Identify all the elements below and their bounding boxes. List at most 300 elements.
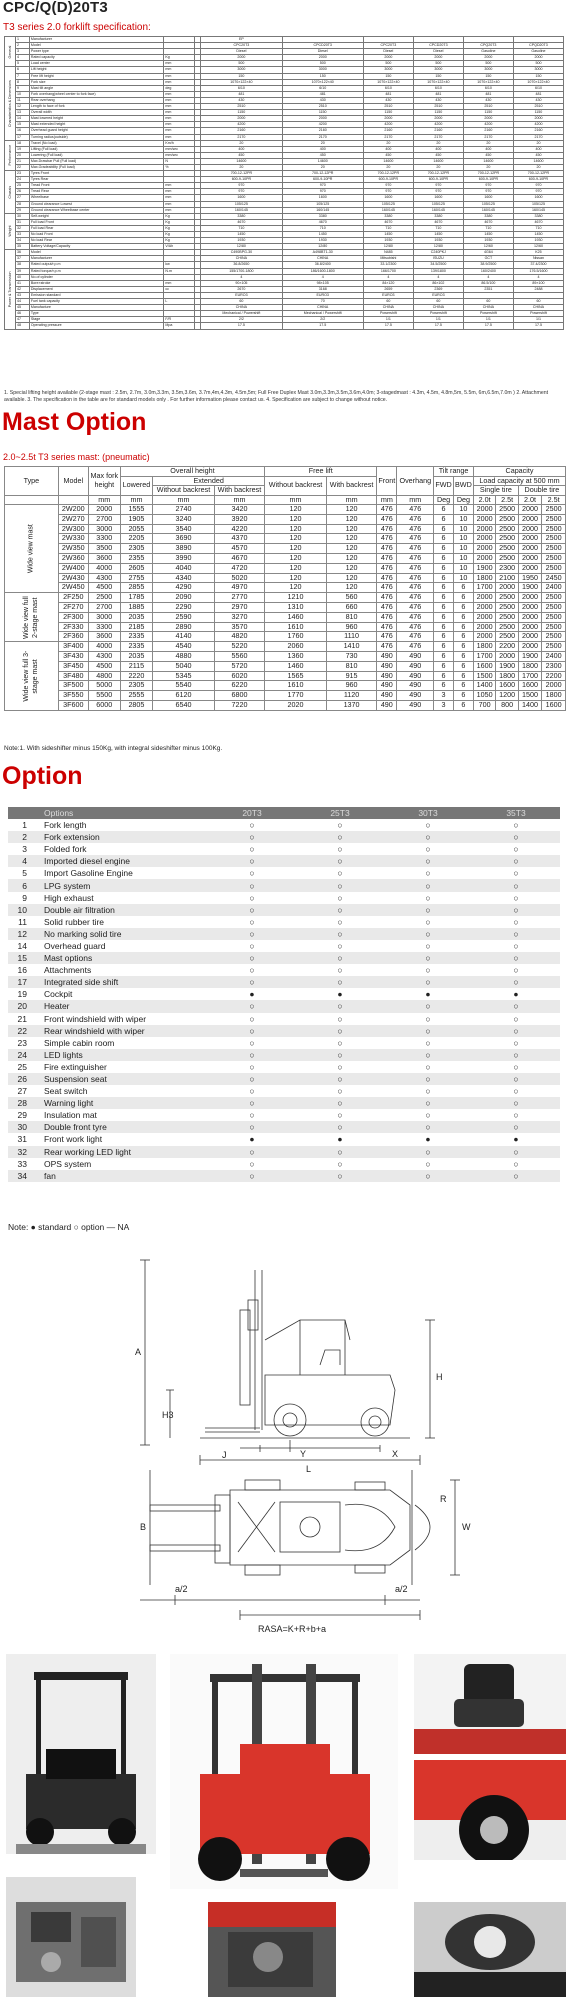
- spec-row: [5, 323, 564, 329]
- mast-cell: 490: [397, 691, 434, 701]
- spec-cell: 700-12-12PR: [363, 171, 413, 177]
- option-row: [8, 1097, 560, 1109]
- mast-cell: 2770: [214, 593, 264, 603]
- mast-cell: 476: [377, 544, 397, 554]
- spec-cell: Mast lowered height: [29, 116, 163, 122]
- option-row: [8, 1037, 560, 1049]
- spec-cell: 450: [282, 152, 363, 158]
- option-availability: ○: [249, 916, 255, 927]
- spec-cell: 150: [282, 73, 363, 79]
- mast-cell: 6220: [214, 681, 264, 691]
- spec-cell: 2000: [282, 116, 363, 122]
- spec-cell: 500: [363, 61, 413, 67]
- mast-cell: 2605: [120, 563, 152, 573]
- mast-cell: 6: [453, 681, 473, 691]
- spec-cell: 970: [463, 189, 513, 195]
- mast-cell: 1900: [473, 563, 495, 573]
- spec-cell: 4: [282, 274, 363, 280]
- spec-cell: 160/145: [363, 207, 413, 213]
- dim-label-h: H: [436, 1372, 443, 1382]
- mast-cell: 2000: [518, 563, 542, 573]
- spec-cell: 35: [16, 244, 30, 250]
- mast-cell: 2500: [542, 544, 566, 554]
- spec-cell: 24: [16, 177, 30, 183]
- spec-cell: 1930: [201, 238, 282, 244]
- mast-cell: 120: [265, 534, 327, 544]
- option-availability: ○: [337, 965, 343, 976]
- spec-cell: 600-9-10PR: [413, 177, 463, 183]
- mast-cell: 1500: [473, 671, 495, 681]
- mast-cell: 476: [377, 553, 397, 563]
- option-name: Seat switch: [44, 1086, 88, 1097]
- spec-cell: 25: [16, 183, 30, 189]
- spec-cell: 4670: [413, 219, 463, 225]
- spec-cell: 105/125: [463, 201, 513, 207]
- spec-cell: 2510: [201, 104, 282, 110]
- mast-subtitle: 2.0~2.5t T3 series mast: (pneumatic): [3, 452, 150, 462]
- mast-cell: 1700: [473, 583, 495, 593]
- spec-cell: 155/1700-1800: [201, 268, 282, 274]
- mast-cell: 6: [453, 642, 473, 652]
- spec-cell: 3380: [282, 213, 363, 219]
- spec-cell: 450: [413, 152, 463, 158]
- mast-cell: 960: [326, 622, 376, 632]
- option-availability: ○: [337, 892, 343, 903]
- option-name: Cockpit: [44, 989, 73, 1000]
- option-availability: ○: [208, 1146, 296, 1158]
- spec-cell: CHINA: [201, 256, 282, 262]
- mast-cell: 810: [326, 612, 376, 622]
- mast-cell: 2000: [518, 544, 542, 554]
- option-availability: ○: [249, 1158, 255, 1169]
- spec-cell: 600-9-10PR: [201, 177, 282, 183]
- spec-cell: 29: [16, 207, 30, 213]
- spec-cell: 400: [282, 146, 363, 152]
- mast-cell: 2500: [542, 524, 566, 534]
- option-row: [8, 1061, 560, 1073]
- spec-cell: 12/80: [201, 244, 282, 250]
- mast-cell: 490: [397, 671, 434, 681]
- option-availability: ○: [513, 1013, 519, 1024]
- spec-cell: CPQD20T3: [513, 43, 563, 49]
- spec-cell: 4: [201, 274, 282, 280]
- mast-cell: 2115: [120, 661, 152, 671]
- mast-cell: 2035: [120, 612, 152, 622]
- mast-cell: 2W300: [58, 524, 88, 534]
- mast-cell: 7220: [214, 700, 264, 710]
- mast-cell: 120: [265, 553, 327, 563]
- option-availability: ○: [249, 1086, 255, 1097]
- spec-cell: 2160: [463, 128, 513, 134]
- option-availability: ○: [296, 952, 384, 964]
- spec-cell: 98×105: [282, 280, 363, 286]
- mast-cell: 5220: [214, 642, 264, 652]
- spec-cell: 4670: [463, 219, 513, 225]
- spec-cell: 36.8/2650: [201, 262, 282, 268]
- spec-cell: 4670: [201, 219, 282, 225]
- mast-cell: 2000: [542, 681, 566, 691]
- option-name: Double front tyre: [42, 1121, 208, 1133]
- mast-cell: 6: [453, 651, 473, 661]
- mast-cell: 1600: [496, 681, 518, 691]
- option-availability: ○: [425, 1037, 431, 1048]
- option-name: OPS system: [44, 1158, 92, 1169]
- unit: 2.5t: [542, 495, 566, 505]
- spec-cell: 4670: [282, 219, 363, 225]
- spec-cell: Tyres Front: [29, 171, 163, 177]
- option-row: [8, 1073, 560, 1085]
- mast-cell: 2000: [473, 544, 495, 554]
- option-availability: ○: [425, 916, 431, 927]
- spec-cell: 1070×122×40: [463, 79, 513, 85]
- mast-cell: 6: [434, 671, 454, 681]
- mast-cell: 2W200: [58, 505, 88, 515]
- spec-cell: 60: [363, 299, 413, 305]
- option-availability: ○: [513, 916, 519, 927]
- spec-cell: Diesel: [201, 49, 282, 55]
- spec-cell: 3000: [413, 67, 463, 73]
- option-name: Suspension seat: [42, 1073, 208, 1085]
- spec-cell: 160/145: [201, 207, 282, 213]
- spec-cell: Max.Gradeability (Full load): [29, 164, 163, 170]
- mast-cell: 476: [397, 632, 434, 642]
- mast-col-fl-without: Without backrest: [265, 476, 327, 495]
- option-availability: ○: [472, 879, 560, 891]
- mast-cell: 6: [434, 661, 454, 671]
- mast-cell: 476: [397, 602, 434, 612]
- mast-cell: 476: [377, 642, 397, 652]
- spec-cell: 2351: [463, 286, 513, 292]
- mast-cell: 476: [397, 514, 434, 524]
- spec-cell: 710: [513, 225, 563, 231]
- spec-cell: mm: [164, 122, 195, 128]
- mast-col-without: Without backrest: [153, 486, 215, 496]
- mast-cell: 3600: [88, 553, 120, 563]
- spec-cell: 970: [201, 189, 282, 195]
- option-table: [8, 807, 560, 1182]
- spec-cell: 1450: [363, 232, 413, 238]
- spec-cell: 400: [363, 146, 413, 152]
- option-availability: ○: [249, 1013, 255, 1024]
- spec-cell: Diesel: [413, 49, 463, 55]
- mast-cell: 3920: [214, 514, 264, 524]
- spec-cell: 2160: [363, 128, 413, 134]
- mast-col-capacity: Capacity: [473, 467, 565, 477]
- mast-cell: 476: [377, 534, 397, 544]
- mast-cell: 1610: [265, 622, 327, 632]
- mast-cell: 2305: [120, 681, 152, 691]
- spec-cell: CHINA: [201, 305, 282, 311]
- mast-cell: 960: [326, 681, 376, 691]
- spec-cell: 20: [513, 164, 563, 170]
- spec-cell: 37.4/2300: [513, 262, 563, 268]
- unit: 2.5t: [496, 495, 518, 505]
- spec-cell: 3000: [363, 67, 413, 73]
- option-availability: ○: [384, 1170, 472, 1182]
- spec-cell: 6/10: [413, 85, 463, 91]
- spec-cell: Bore×stroke: [29, 280, 163, 286]
- option-name: Integrated side shift: [42, 976, 208, 988]
- spec-cell: CPCD20T3: [282, 43, 363, 49]
- spec-cell: mm: [164, 97, 195, 103]
- option-availability: ●: [513, 1134, 519, 1145]
- spec-cell: 430: [463, 97, 513, 103]
- spec-cell: 30: [16, 213, 30, 219]
- mast-cell: 476: [377, 602, 397, 612]
- spec-cell: 2000: [413, 116, 463, 122]
- spec-cell: 2510: [282, 104, 363, 110]
- spec-cell: 2670: [201, 286, 282, 292]
- spec-cell: 23: [16, 171, 30, 177]
- option-number: 26: [8, 1073, 42, 1085]
- spec-cell: 42: [16, 286, 30, 292]
- spec-cell: 1150: [282, 110, 363, 116]
- mast-cell: 4720: [214, 563, 264, 573]
- spec-cell: 430: [513, 97, 563, 103]
- spec-cell: 4: [16, 55, 30, 61]
- option-row: [8, 976, 560, 988]
- spec-cell: 4G64: [463, 250, 513, 256]
- mast-cell: 2500: [542, 632, 566, 642]
- spec-cell: 160/145: [463, 207, 513, 213]
- spec-cell: 4: [513, 274, 563, 280]
- option-availability: ○: [425, 1110, 431, 1121]
- spec-cell: Powershift: [513, 311, 563, 317]
- mast-cell: 6: [453, 612, 473, 622]
- spec-cell: 17.5: [363, 323, 413, 329]
- option-availability: ○: [384, 952, 472, 964]
- mast-cell: 1700: [518, 671, 542, 681]
- spec-cell: mm: [164, 201, 195, 207]
- spec-cell: Powershift: [463, 311, 513, 317]
- spec-cell: 12: [16, 104, 30, 110]
- spec-cell: Model: [29, 43, 163, 49]
- spec-cell: Battery Voltage/Capacity: [29, 244, 163, 250]
- option-availability: ○: [296, 1000, 384, 1012]
- mast-cell: 1370: [326, 700, 376, 710]
- option-number: 22: [8, 1025, 42, 1037]
- spec-cell: 500: [201, 61, 282, 67]
- mast-cell: 6: [434, 573, 454, 583]
- mast-cell: 1770: [265, 691, 327, 701]
- spec-cell: 36: [16, 250, 30, 256]
- option-row: [8, 940, 560, 952]
- mast-cell: 6: [453, 602, 473, 612]
- option-availability: ○: [472, 1025, 560, 1037]
- option-availability: ○: [296, 904, 384, 916]
- spec-cell: N: [164, 158, 195, 164]
- mast-row: [5, 602, 566, 612]
- mast-cell: 3890: [153, 544, 215, 554]
- spec-cell: mm/sec: [164, 146, 195, 152]
- mast-cell: 3: [434, 700, 454, 710]
- spec-cell: Fuel tank capacity: [29, 299, 163, 305]
- mast-cell: 2305: [120, 544, 152, 554]
- spec-cell: 48: [16, 323, 30, 329]
- mast-cell: 2000: [473, 553, 495, 563]
- unit: mm: [88, 495, 120, 505]
- option-availability: ○: [384, 831, 472, 843]
- spec-cell: Travel (No load): [29, 140, 163, 146]
- spec-cell: 4670: [513, 219, 563, 225]
- mast-cell: 10: [453, 553, 473, 563]
- spec-cell: Turning radius(outside): [29, 134, 163, 140]
- spec-cell: 4200: [463, 122, 513, 128]
- spec-cell: Model: [29, 250, 163, 256]
- mast-cell: 2F360: [58, 632, 88, 642]
- mast-cell: 120: [326, 563, 376, 573]
- option-availability: ○: [208, 904, 296, 916]
- mast-cell: 2F250: [58, 593, 88, 603]
- spec-cell: 3000: [463, 67, 513, 73]
- mast-cell: 6: [453, 632, 473, 642]
- mast-cell: 1800: [542, 691, 566, 701]
- option-name: Rear working LED light: [42, 1146, 208, 1158]
- option-col: 35T3: [472, 807, 560, 819]
- mast-cell: 2555: [120, 691, 152, 701]
- option-name: Folded fork: [44, 844, 87, 855]
- mast-cell: 6: [453, 593, 473, 603]
- spec-cell: Full load Front: [29, 219, 163, 225]
- mast-cell: 2500: [496, 505, 518, 515]
- mast-cell: 476: [377, 593, 397, 603]
- mast-cell: 476: [397, 622, 434, 632]
- mast-cell: 2500: [542, 553, 566, 563]
- mast-cell: 2090: [153, 593, 215, 603]
- mast-cell: 560: [326, 593, 376, 603]
- option-availability: ○: [208, 976, 296, 988]
- option-availability: ○: [296, 1025, 384, 1037]
- option-availability: ○: [249, 892, 255, 903]
- mast-row: [5, 563, 566, 573]
- mast-cell: 2500: [542, 505, 566, 515]
- mast-cell: 2500: [542, 602, 566, 612]
- mast-cell: 2855: [120, 583, 152, 593]
- spec-cell: Fork overhang(wheel center to fork face): [29, 91, 163, 97]
- spec-cell: 139/1800: [413, 268, 463, 274]
- mast-cell: 2970: [214, 602, 264, 612]
- spec-cell: 28: [16, 201, 30, 207]
- spec-cell: 1930: [513, 238, 563, 244]
- option-availability: ○: [384, 1049, 472, 1061]
- mast-row: [5, 642, 566, 652]
- mast-cell: 120: [265, 514, 327, 524]
- spec-cell: 45: [16, 305, 30, 311]
- option-availability: ○: [384, 1097, 472, 1109]
- option-availability: ○: [472, 952, 560, 964]
- spec-cell: 1450: [413, 232, 463, 238]
- mast-cell: 120: [326, 544, 376, 554]
- option-availability: ○: [296, 1121, 384, 1133]
- spec-cell: 6/10: [513, 85, 563, 91]
- mast-cell: 5000: [88, 681, 120, 691]
- spec-cell: Wheelbase: [29, 195, 163, 201]
- spec-cell: Lift height: [29, 67, 163, 73]
- engine-bay-photo: [208, 1902, 336, 1997]
- option-availability: ○: [337, 844, 343, 855]
- spec-cell: 481: [282, 91, 363, 97]
- option-availability: ○: [296, 831, 384, 843]
- spec-cell: 20: [201, 164, 282, 170]
- option-number: 33: [17, 1158, 27, 1169]
- mast-cell: 2000: [473, 602, 495, 612]
- mast-cell: 6540: [153, 700, 215, 710]
- spec-cell: N.m: [164, 268, 195, 274]
- option-availability: ○: [208, 1121, 296, 1133]
- spec-cell: 33: [16, 232, 30, 238]
- option-name: Solid rubber tire: [44, 916, 105, 927]
- mast-cell: 6: [434, 651, 454, 661]
- mast-cell: 1200: [496, 691, 518, 701]
- spec-cell: 710: [463, 225, 513, 231]
- dim-label-x: X: [392, 1449, 399, 1459]
- spec-cell: 600-9-10PR: [282, 177, 363, 183]
- spec-cell: 86×102: [413, 280, 463, 286]
- spec-cell: mm: [164, 61, 195, 67]
- option-availability: ○: [384, 855, 472, 867]
- option-availability: ○: [425, 844, 431, 855]
- mast-col-extended: Extended: [153, 476, 265, 486]
- option-availability: ○: [337, 1158, 343, 1169]
- option-availability: ○: [513, 820, 519, 831]
- mast-cell: 3540: [153, 524, 215, 534]
- mast-cell: 2335: [120, 642, 152, 652]
- spec-cell: EURO3: [363, 292, 413, 298]
- spec-cell: 400: [201, 146, 282, 152]
- mast-cell: 2590: [153, 612, 215, 622]
- spec-cell: 6/10: [463, 85, 513, 91]
- spec-cell: 4: [363, 274, 413, 280]
- mast-cell: 2500: [542, 622, 566, 632]
- option-name: Fire extinguisher: [44, 1061, 107, 1072]
- option-row: [8, 1109, 560, 1121]
- option-row: [8, 1013, 560, 1025]
- dim-label-b: B: [140, 1522, 147, 1532]
- mast-cell: 490: [397, 700, 434, 710]
- spec-cell: 4: [463, 274, 513, 280]
- spec-cell: 10: [16, 91, 30, 97]
- option-availability: ○: [425, 868, 431, 879]
- mast-cell: 3690: [153, 534, 215, 544]
- mast-col-single: Single tire: [473, 486, 518, 496]
- option-availability: ○: [208, 1000, 296, 1012]
- option-number: 28: [8, 1097, 42, 1109]
- option-name: Simple cabin room: [44, 1037, 115, 1048]
- spec-cell: Diesel: [282, 49, 363, 55]
- mast-cell: 3000: [88, 524, 120, 534]
- spec-cell: L: [164, 299, 195, 305]
- spec-group-label: Characteristics & Dimensions: [5, 67, 16, 140]
- option-availability: ○: [513, 1158, 519, 1169]
- spec-cell: Kg: [164, 219, 195, 225]
- spec-cell: 1070×122×40: [513, 79, 563, 85]
- spec-cell: 6/10: [363, 85, 413, 91]
- option-availability: ○: [249, 1110, 255, 1121]
- unit: mm: [265, 495, 327, 505]
- mast-cell: 2000: [518, 553, 542, 563]
- spec-subtitle: T3 series 2.0 forklift specification:: [3, 22, 151, 33]
- spec-cell: 27: [16, 195, 30, 201]
- option-availability: ○: [425, 1158, 431, 1169]
- spec-cell: 1600: [513, 195, 563, 201]
- spec-cell: 2/2: [282, 317, 363, 323]
- mast-cell: 4040: [153, 563, 215, 573]
- spec-cell: 710: [201, 225, 282, 231]
- mast-cell: 2500: [496, 593, 518, 603]
- spec-cell: 970: [282, 189, 363, 195]
- option-availability: ○: [249, 965, 255, 976]
- mast-cell: 3: [434, 691, 454, 701]
